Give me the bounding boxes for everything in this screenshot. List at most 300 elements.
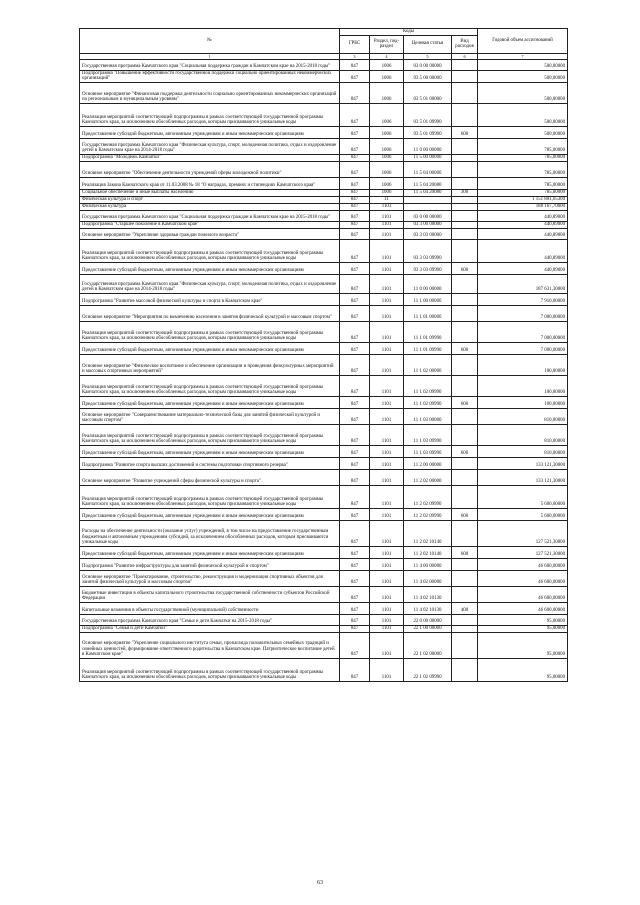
row-name-cell: Реализация мероприятий соответствующей подпрограммы в рамках соответствующей государственной программы Камчатского края, за исключением обособленных расходов, которым присваиваются уникальные коды xyxy=(80,239,340,262)
row-sum-cell: 187 631,30000 xyxy=(478,274,568,293)
row-exp-type-cell xyxy=(452,586,478,602)
row-name-cell: Бюджетные инвестиции в объекты капитального строительства государственной собственности субъектов Российской Федерации xyxy=(80,586,340,602)
row-section-cell: 1101 xyxy=(370,570,404,586)
row-name-cell: Государственная программа Камчатского края "Физическая культура, спорт, молодежная политика, отдых и оздоровление детей в Камчатском крае на 2014-2018 годы" xyxy=(80,138,340,154)
row-section-cell: 1006 xyxy=(370,189,404,196)
row-exp-type-cell xyxy=(452,239,478,262)
row-exp-type-cell xyxy=(452,59,478,70)
row-section-cell: 1101 xyxy=(370,203,404,210)
row-exp-type-cell xyxy=(452,82,478,103)
row-exp-type-cell: 600 xyxy=(452,445,478,457)
row-sum-cell: 440,89000 xyxy=(478,228,568,239)
header-section: Раздел, под-раздел xyxy=(370,35,404,53)
row-grbs-cell: 847 xyxy=(340,546,370,558)
budget-table xyxy=(79,28,568,682)
row-section-cell: 1006 xyxy=(370,82,404,103)
row-sum-cell: 440,89000 xyxy=(478,239,568,262)
row-sum-cell: 133 121,30000 xyxy=(478,469,568,485)
row-grbs-cell: 847 xyxy=(340,189,370,196)
row-sum-cell: 440,89000 xyxy=(478,262,568,274)
row-name-cell: Предоставление субсидий бюджетным, автономным учреждениям и иным некоммерческим организациям xyxy=(80,342,340,354)
table-row xyxy=(80,354,568,375)
row-sum-cell: 133 121,30000 xyxy=(478,457,568,469)
row-section-cell: 1101 xyxy=(370,445,404,457)
table-row xyxy=(80,228,568,239)
row-target-cell: 03 3 03 00000 xyxy=(404,228,452,239)
row-exp-type-cell: 600 xyxy=(452,262,478,274)
page-number: 63 xyxy=(317,880,323,886)
row-section-cell: 1101 xyxy=(370,342,404,354)
row-section-cell: 1006 xyxy=(370,154,404,161)
row-name-cell: Государственная программа Камчатского края "Социальная поддержка граждан в Камчатском крае на 2015-2018 годы" xyxy=(80,210,340,221)
row-target-cell: 11 5 04 20080 xyxy=(404,189,452,196)
row-target-cell: 11 2 02 10140 xyxy=(404,520,452,546)
header-index: 7 xyxy=(478,53,568,59)
row-target-cell: 11 1 03 09990 xyxy=(404,424,452,445)
table-row xyxy=(80,445,568,457)
row-name-cell: Основное мероприятие "Финансовая поддержка деятельности социально ориентированных некоммерческих организаций по региональным и муниципальным уровням" xyxy=(80,82,340,103)
row-name-cell: Подпрограмма "Развитие массовой физической культуры и спорта в Камчатском крае" xyxy=(80,293,340,305)
table-row xyxy=(80,154,568,161)
row-target-cell: 11 1 00 00000 xyxy=(404,293,452,305)
row-grbs-cell: 847 xyxy=(340,82,370,103)
row-section-cell: 1101 xyxy=(370,508,404,520)
row-section-cell: 1101 xyxy=(370,354,404,375)
row-target-cell: 11 1 03 09990 xyxy=(404,445,452,457)
header-number: № xyxy=(80,29,340,54)
table-row xyxy=(80,203,568,210)
row-grbs-cell: 847 xyxy=(340,138,370,154)
row-section-cell: 1101 xyxy=(370,520,404,546)
row-section-cell: 1101 xyxy=(370,469,404,485)
row-sum-cell: 95,00000 xyxy=(478,632,568,658)
row-exp-type-cell xyxy=(452,625,478,632)
row-target-cell: 03 5 01 09990 xyxy=(404,103,452,126)
row-name-cell: Основное мероприятие "Укрепление здоровья граждан пожилого возраста" xyxy=(80,228,340,239)
table-row xyxy=(80,196,568,203)
table-row xyxy=(80,570,568,586)
row-grbs-cell: 847 xyxy=(340,632,370,658)
row-section-cell: 1101 xyxy=(370,558,404,570)
row-sum-cell: 100,00000 xyxy=(478,354,568,375)
row-target-cell: 03 5 01 09990 xyxy=(404,126,452,138)
row-sum-cell: 785,00000 xyxy=(478,177,568,189)
row-grbs-cell: 847 xyxy=(340,210,370,221)
table-row xyxy=(80,59,568,70)
row-sum-cell: 810,00000 xyxy=(478,445,568,457)
row-target-cell: 03 3 00 00000 xyxy=(404,221,452,228)
table-row xyxy=(80,424,568,445)
row-grbs-cell: 847 xyxy=(340,586,370,602)
row-name-cell: Физическая культура xyxy=(80,203,340,210)
row-section-cell: 1101 xyxy=(370,239,404,262)
row-target-cell: 11 2 02 09990 xyxy=(404,508,452,520)
row-section-cell: 1101 xyxy=(370,408,404,424)
table-row xyxy=(80,82,568,103)
row-grbs-cell: 847 xyxy=(340,70,370,82)
table-row xyxy=(80,138,568,154)
row-sum-cell: 1 151 801,65300 xyxy=(478,196,568,203)
table-row xyxy=(80,342,568,354)
row-grbs-cell: 847 xyxy=(340,228,370,239)
row-exp-type-cell xyxy=(452,570,478,586)
row-sum-cell: 46 600,00000 xyxy=(478,586,568,602)
row-section-cell: 1101 xyxy=(370,614,404,625)
row-grbs-cell: 847 xyxy=(340,508,370,520)
row-target-cell: 11 4 02 10130 xyxy=(404,586,452,602)
row-name-cell: Основное мероприятие "Развитие учреждений сферы физической культуры и спорта" xyxy=(80,469,340,485)
header-index: 4 xyxy=(370,53,404,59)
row-target-cell: 11 2 00 00000 xyxy=(404,457,452,469)
row-section-cell: 1101 xyxy=(370,293,404,305)
row-grbs-cell: 847 xyxy=(340,321,370,342)
row-grbs-cell: 847 xyxy=(340,305,370,321)
header-index: 5 xyxy=(404,53,452,59)
row-target-cell: 11 5 00 00000 xyxy=(404,154,452,161)
row-grbs-cell: 847 xyxy=(340,485,370,508)
row-section-cell: 1006 xyxy=(370,177,404,189)
row-sum-cell: 440,89000 xyxy=(478,210,568,221)
row-section-cell: 1101 xyxy=(370,485,404,508)
row-sum-cell: 500,00000 xyxy=(478,103,568,126)
row-sum-cell: 95,00000 xyxy=(478,625,568,632)
row-target-cell: 11 1 01 09990 xyxy=(404,342,452,354)
row-sum-cell: 785,00000 xyxy=(478,154,568,161)
row-name-cell: Реализация мероприятий соответствующей подпрограммы в рамках соответствующей государственной программы Камчатского края, за исключением обособленных расходов, которым присваиваются уникальные коды xyxy=(80,658,340,681)
header-target: Целевая статья xyxy=(404,35,452,53)
header-exp-type: Вид расходов xyxy=(452,35,478,53)
row-exp-type-cell: 600 xyxy=(452,508,478,520)
row-section-cell: 1101 xyxy=(370,602,404,614)
row-grbs-cell: 847 xyxy=(340,520,370,546)
header-index: 6 xyxy=(452,53,478,59)
row-grbs-cell: 847 xyxy=(340,103,370,126)
row-section-cell: 1101 xyxy=(370,321,404,342)
row-target-cell: 11 2 02 10140 xyxy=(404,546,452,558)
row-sum-cell: 500,00000 xyxy=(478,70,568,82)
row-exp-type-cell xyxy=(452,469,478,485)
table-row xyxy=(80,658,568,681)
header-annual: Годовой объем ассигнований xyxy=(478,29,568,54)
row-exp-type-cell xyxy=(452,424,478,445)
row-exp-type-cell xyxy=(452,210,478,221)
row-exp-type-cell xyxy=(452,305,478,321)
row-exp-type-cell xyxy=(452,485,478,508)
table-row xyxy=(80,161,568,177)
row-grbs-cell: 847 xyxy=(340,558,370,570)
row-section-cell: 1101 xyxy=(370,221,404,228)
row-name-cell: Основное мероприятие "Совершенствование материально-технической базы для занятий физической культурой и массовым спортом" xyxy=(80,408,340,424)
row-name-cell: Физическая культура и спорт xyxy=(80,196,340,203)
row-sum-cell: 46 600,00000 xyxy=(478,558,568,570)
row-grbs-cell: 847 xyxy=(340,625,370,632)
row-grbs-cell: 847 xyxy=(340,262,370,274)
row-section-cell: 1101 xyxy=(370,228,404,239)
header-index: 3 xyxy=(340,53,370,59)
row-name-cell: Подпрограмма "Развитие спорта высших достижений и системы подготовки спортивного резерва" xyxy=(80,457,340,469)
row-target-cell: 22 1 02 00000 xyxy=(404,632,452,658)
row-grbs-cell: 847 xyxy=(340,354,370,375)
table-row xyxy=(80,274,568,293)
row-exp-type-cell xyxy=(452,632,478,658)
row-section-cell: 11 xyxy=(370,196,404,203)
row-grbs-cell: 847 xyxy=(340,602,370,614)
table-row xyxy=(80,375,568,396)
row-exp-type-cell xyxy=(452,408,478,424)
row-grbs-cell: 847 xyxy=(340,658,370,681)
row-sum-cell: 100,00000 xyxy=(478,396,568,408)
row-exp-type-cell xyxy=(452,103,478,126)
row-section-cell: 1006 xyxy=(370,138,404,154)
table-row xyxy=(80,508,568,520)
row-sum-cell: 7 000,00000 xyxy=(478,321,568,342)
row-exp-type-cell xyxy=(452,228,478,239)
row-target-cell: 11 0 00 00000 xyxy=(404,274,452,293)
table-row xyxy=(80,408,568,424)
row-section-cell: 1006 xyxy=(370,126,404,138)
row-section-cell: 1101 xyxy=(370,305,404,321)
row-name-cell: Основное мероприятие "Проектирование, строительство, реконструкция и модернизация спортивных объектов для занятий физической культурой и массовым спортом" xyxy=(80,570,340,586)
row-name-cell: Основное мероприятие "Обеспечение деятельности учреждений сферы молодежной политики" xyxy=(80,161,340,177)
row-name-cell: Предоставление субсидий бюджетным, автономным учреждениям и иным некоммерческим организациям xyxy=(80,126,340,138)
row-sum-cell: 500,00000 xyxy=(478,59,568,70)
row-name-cell: Реализация мероприятий соответствующей подпрограммы в рамках соответствующей государственной программы Камчатского края, за исключением обособленных расходов, которым присваиваются уникальные коды xyxy=(80,321,340,342)
row-grbs-cell: 847 xyxy=(340,457,370,469)
table-row xyxy=(80,293,568,305)
row-grbs-cell: 847 xyxy=(340,177,370,189)
row-grbs-cell: 847 xyxy=(340,196,370,203)
table-row xyxy=(80,126,568,138)
row-grbs-cell: 847 xyxy=(340,274,370,293)
table-row xyxy=(80,221,568,228)
row-grbs-cell: 847 xyxy=(340,161,370,177)
row-exp-type-cell xyxy=(452,177,478,189)
table-row xyxy=(80,625,568,632)
row-target-cell: 03 3 03 09990 xyxy=(404,239,452,262)
row-exp-type-cell xyxy=(452,354,478,375)
row-name-cell: Предоставление субсидий бюджетным, автономным учреждениям и иным некоммерческим организациям xyxy=(80,262,340,274)
row-target-cell: 11 1 03 00000 xyxy=(404,408,452,424)
row-exp-type-cell xyxy=(452,457,478,469)
table-row xyxy=(80,239,568,262)
table-row xyxy=(80,586,568,602)
row-name-cell: Государственная программа Камчатского края "Физическая культура, спорт, молодежная политика, отдых и оздоровление детей в Камчатском крае на 2014-2018 годы" xyxy=(80,274,340,293)
row-target-cell: 03 0 00 00000 xyxy=(404,59,452,70)
table-row xyxy=(80,602,568,614)
row-section-cell: 1101 xyxy=(370,262,404,274)
row-target-cell: 11 2 02 09990 xyxy=(404,485,452,508)
row-section-cell: 1101 xyxy=(370,457,404,469)
table-row xyxy=(80,485,568,508)
row-exp-type-cell xyxy=(452,293,478,305)
row-sum-cell: 7 000,00000 xyxy=(478,305,568,321)
row-exp-type-cell xyxy=(452,161,478,177)
row-sum-cell: 188 167,70000 xyxy=(478,203,568,210)
row-sum-cell: 127 521,30000 xyxy=(478,546,568,558)
row-name-cell: Подпрограмма "Молодежь Камчатки" xyxy=(80,154,340,161)
row-sum-cell: 100,00000 xyxy=(478,375,568,396)
row-exp-type-cell: 600 xyxy=(452,342,478,354)
table-row xyxy=(80,189,568,196)
row-name-cell: Подпрограмма "Старшее поколение в Камчатском крае" xyxy=(80,221,340,228)
row-section-cell: 1101 xyxy=(370,586,404,602)
header-index: 1 xyxy=(80,53,340,59)
row-exp-type-cell xyxy=(452,203,478,210)
row-target-cell: 11 4 02 00000 xyxy=(404,570,452,586)
row-sum-cell: 46 600,00000 xyxy=(478,602,568,614)
row-grbs-cell: 847 xyxy=(340,203,370,210)
row-name-cell: Предоставление субсидий бюджетным, автономным учреждениям и иным некоммерческим организациям xyxy=(80,546,340,558)
row-name-cell: Государственная программа Камчатского края "Семья и дети Камчатки на 2015-2018 годы" xyxy=(80,614,340,625)
table-body xyxy=(80,59,568,681)
row-sum-cell: 810,00000 xyxy=(478,408,568,424)
row-exp-type-cell xyxy=(452,154,478,161)
row-target-cell: 11 1 02 09990 xyxy=(404,375,452,396)
table-row xyxy=(80,469,568,485)
row-sum-cell: 5 600,00000 xyxy=(478,508,568,520)
row-exp-type-cell xyxy=(452,520,478,546)
row-target-cell xyxy=(404,196,452,203)
row-target-cell: 22 1 02 09990 xyxy=(404,658,452,681)
row-section-cell: 1101 xyxy=(370,210,404,221)
row-name-cell: Предоставление субсидий бюджетным, автономным учреждениям и иным некоммерческим организациям xyxy=(80,508,340,520)
table-row xyxy=(80,614,568,625)
row-target-cell: 11 1 02 00000 xyxy=(404,354,452,375)
row-exp-type-cell xyxy=(452,138,478,154)
table-row xyxy=(80,457,568,469)
row-grbs-cell: 847 xyxy=(340,570,370,586)
row-name-cell: Реализация мероприятий соответствующей подпрограммы в рамках соответствующей государственной программы Камчатского края, за исключением обособленных расходов, которым присваиваются уникальные коды xyxy=(80,103,340,126)
row-exp-type-cell xyxy=(452,274,478,293)
row-name-cell: Реализация мероприятий соответствующей подпрограммы в рамках соответствующей государственной программы Камчатского края, за исключением обособленных расходов, которым присваиваются уникальные коды xyxy=(80,424,340,445)
row-grbs-cell: 847 xyxy=(340,408,370,424)
header-codes: Коды xyxy=(340,29,478,36)
row-name-cell: Социальное обеспечение и иные выплаты населению xyxy=(80,189,340,196)
row-target-cell: 03 0 00 00000 xyxy=(404,210,452,221)
row-exp-type-cell xyxy=(452,321,478,342)
row-section-cell: 1101 xyxy=(370,625,404,632)
row-grbs-cell: 847 xyxy=(340,59,370,70)
budget-table-sheet xyxy=(79,28,567,682)
row-target-cell: 22 0 00 00000 xyxy=(404,614,452,625)
table-row xyxy=(80,321,568,342)
row-exp-type-cell: 400 xyxy=(452,602,478,614)
row-exp-type-cell: 600 xyxy=(452,396,478,408)
row-section-cell: 1006 xyxy=(370,103,404,126)
table-row xyxy=(80,210,568,221)
row-name-cell: Подпрограмма "Развитие инфраструктуры для занятий физической культурой и спортом" xyxy=(80,558,340,570)
row-target-cell: 11 5 04 20080 xyxy=(404,177,452,189)
row-target-cell: 11 1 02 09990 xyxy=(404,396,452,408)
row-name-cell: Основное мероприятие "Укрепление социального института семьи, пропаганда положительных семейных традиций и семейных ценностей, формирование ответственного родительства в Камчатском крае. Патриотическое воспитание детей в Камчатском крае" xyxy=(80,632,340,658)
row-exp-type-cell: 600 xyxy=(452,126,478,138)
table-row xyxy=(80,177,568,189)
row-grbs-cell: 847 xyxy=(340,375,370,396)
table-row xyxy=(80,396,568,408)
row-sum-cell: 7 000,00000 xyxy=(478,342,568,354)
row-target-cell xyxy=(404,203,452,210)
row-name-cell: Капитальные вложения в объекты государственной (муниципальной) собственности xyxy=(80,602,340,614)
row-sum-cell: 500,00000 xyxy=(478,82,568,103)
row-name-cell: Предоставление субсидий бюджетным, автономным учреждениям и иным некоммерческим организациям xyxy=(80,396,340,408)
table-row xyxy=(80,520,568,546)
row-grbs-cell: 847 xyxy=(340,126,370,138)
row-target-cell: 11 5 04 00000 xyxy=(404,161,452,177)
table-row xyxy=(80,305,568,321)
row-sum-cell: 440,89000 xyxy=(478,221,568,228)
row-sum-cell: 95,00000 xyxy=(478,614,568,625)
row-grbs-cell: 847 xyxy=(340,424,370,445)
row-grbs-cell: 847 xyxy=(340,396,370,408)
row-sum-cell: 95,00000 xyxy=(478,658,568,681)
row-target-cell: 11 4 00 00000 xyxy=(404,558,452,570)
row-section-cell: 1101 xyxy=(370,424,404,445)
row-exp-type-cell xyxy=(452,221,478,228)
row-name-cell: Реализация мероприятий соответствующей подпрограммы в рамках соответствующей государственной программы Камчатского края, за исключением обособленных расходов, которым присваиваются уникальные коды xyxy=(80,485,340,508)
row-grbs-cell: 847 xyxy=(340,342,370,354)
row-grbs-cell: 847 xyxy=(340,154,370,161)
header-grbs: ГРБС xyxy=(340,35,370,53)
row-name-cell: Расходы на обеспечение деятельности (оказание услуг) учреждений, в том числе на предоставление государственным бюджетным и автономным учреждениям субсидий, за исключением обособленных расходов, которым присваиваются уникальные коды xyxy=(80,520,340,546)
row-grbs-cell: 847 xyxy=(340,469,370,485)
row-grbs-cell: 847 xyxy=(340,293,370,305)
row-grbs-cell: 847 xyxy=(340,614,370,625)
table-row xyxy=(80,558,568,570)
row-target-cell: 03 5 00 00000 xyxy=(404,70,452,82)
row-target-cell: 11 0 00 00000 xyxy=(404,138,452,154)
row-section-cell: 1006 xyxy=(370,70,404,82)
table-row xyxy=(80,262,568,274)
row-grbs-cell: 847 xyxy=(340,445,370,457)
row-target-cell: 11 1 01 09990 xyxy=(404,321,452,342)
row-grbs-cell: 847 xyxy=(340,221,370,228)
row-section-cell: 1006 xyxy=(370,59,404,70)
row-target-cell: 11 2 02 00000 xyxy=(404,469,452,485)
row-exp-type-cell: 600 xyxy=(452,546,478,558)
row-target-cell: 11 1 01 00000 xyxy=(404,305,452,321)
row-exp-type-cell xyxy=(452,70,478,82)
row-target-cell: 03 5 01 00000 xyxy=(404,82,452,103)
row-target-cell: 03 3 03 09990 xyxy=(404,262,452,274)
row-exp-type-cell: 300 xyxy=(452,189,478,196)
row-target-cell: 11 4 02 10130 xyxy=(404,602,452,614)
row-sum-cell: 127 521,30000 xyxy=(478,520,568,546)
row-section-cell: 1101 xyxy=(370,546,404,558)
row-name-cell: Государственная программа Камчатского края "Социальная поддержка граждан в Камчатском крае на 2015-2018 годы" xyxy=(80,59,340,70)
row-section-cell: 1101 xyxy=(370,396,404,408)
row-sum-cell: 785,00000 xyxy=(478,161,568,177)
row-sum-cell: 785,00000 xyxy=(478,138,568,154)
table-row xyxy=(80,103,568,126)
row-sum-cell: 5 600,00000 xyxy=(478,485,568,508)
row-grbs-cell: 847 xyxy=(340,239,370,262)
row-target-cell: 22 1 00 00000 xyxy=(404,625,452,632)
row-exp-type-cell xyxy=(452,658,478,681)
row-section-cell: 1006 xyxy=(370,161,404,177)
row-name-cell: Подпрограмма "Повышение эффективности государственной поддержки социально ориентированных некоммерческих организаций" xyxy=(80,70,340,82)
row-section-cell: 1101 xyxy=(370,658,404,681)
row-name-cell: Основное мероприятие "Мероприятия по вовлечению населения в занятия физической культурой и массовым спортом" xyxy=(80,305,340,321)
row-exp-type-cell xyxy=(452,558,478,570)
row-section-cell: 1101 xyxy=(370,274,404,293)
row-name-cell: Реализация Закона Камчатского края от 11.03.2008 № 18 "О наградах, премиях и стипендиях Камчатского края" xyxy=(80,177,340,189)
row-exp-type-cell xyxy=(452,196,478,203)
row-sum-cell: 7 910,00000 xyxy=(478,293,568,305)
row-sum-cell: 500,00000 xyxy=(478,126,568,138)
row-section-cell: 1101 xyxy=(370,632,404,658)
row-name-cell: Реализация мероприятий соответствующей подпрограммы в рамках соответствующей государственной программы Камчатского края, за исключением обособленных расходов, которым присваиваются уникальные коды xyxy=(80,375,340,396)
row-sum-cell: 785,00000 xyxy=(478,189,568,196)
